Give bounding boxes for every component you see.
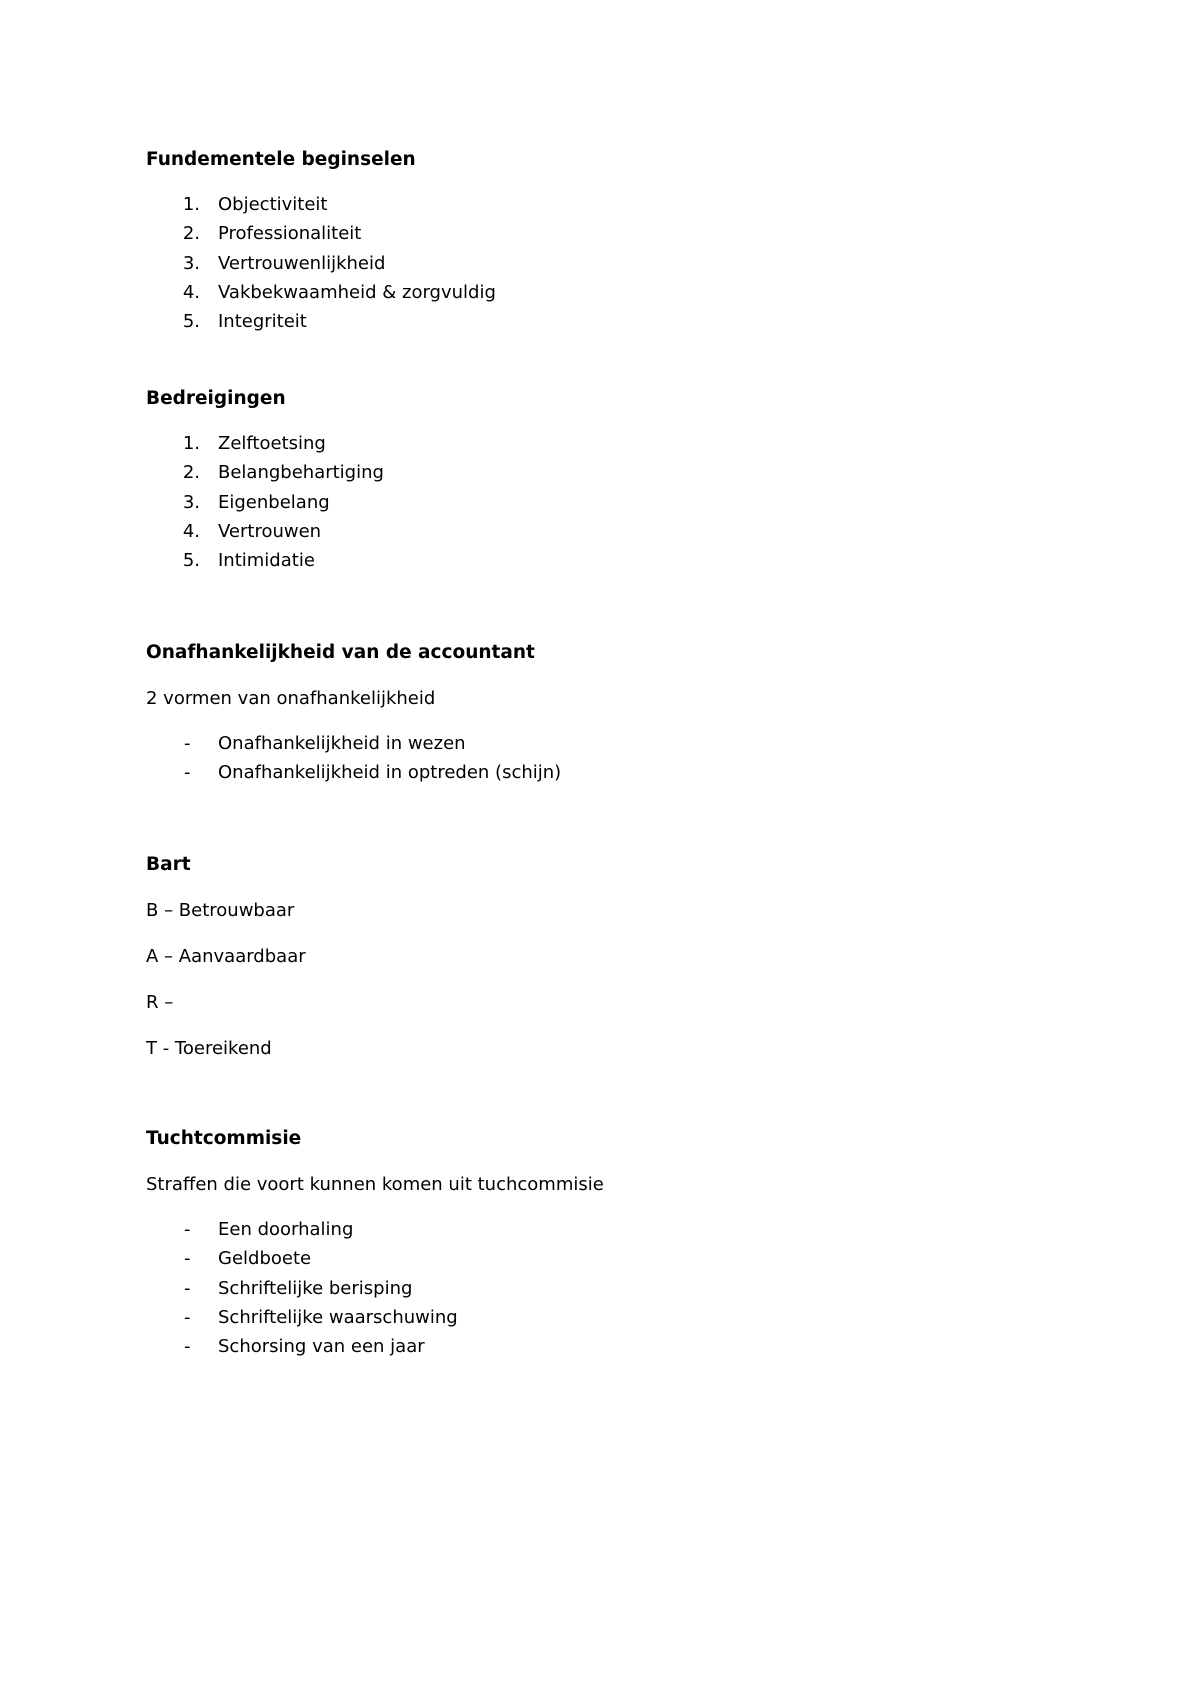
- list-item: [146, 517, 1126, 546]
- list-item: [146, 729, 1126, 758]
- list-item-text: Schriftelijke waarschuwing: [218, 1306, 458, 1328]
- section-tuchtcommisie: [146, 1126, 1126, 1361]
- list-item: [146, 249, 1126, 278]
- numbered-list: [146, 429, 1126, 575]
- list-marker: 5.: [182, 311, 200, 333]
- list-item: [146, 758, 1126, 787]
- list-item-text: Objectiviteit: [218, 194, 328, 215]
- list-item: [146, 546, 1126, 575]
- bullet-list: [146, 729, 1126, 788]
- list-item: [146, 1244, 1126, 1273]
- list-item-text: Eigenbelang: [218, 491, 330, 513]
- list-item-text: Vertrouwenlijkheid: [218, 252, 386, 274]
- list-item-text: Belangbehartiging: [218, 462, 384, 484]
- list-marker: 5.: [182, 550, 200, 572]
- intro-paragraph: Straffen die voort kunnen komen uit tuchcommisie: [146, 1174, 604, 1195]
- list-marker: 1.: [182, 433, 200, 454]
- list-marker: 3.: [182, 252, 200, 274]
- bart-line: R –: [146, 992, 174, 1013]
- section-heading: Fundementele beginselen: [146, 149, 416, 170]
- list-item-text: Onafhankelijkheid in optreden (schijn): [218, 762, 562, 784]
- list-item: [146, 1303, 1126, 1332]
- list-item: [146, 307, 1126, 336]
- list-item: [146, 458, 1126, 487]
- list-item: [146, 1215, 1126, 1244]
- dash-marker: -: [184, 1277, 191, 1299]
- list-item-text: Geldboete: [218, 1248, 312, 1270]
- list-item: [146, 1332, 1126, 1361]
- section-onafhankelijkheid: [146, 640, 1126, 788]
- bullet-list: [146, 1215, 1126, 1361]
- list-item-text: Zelftoetsing: [218, 433, 326, 454]
- numbered-list: [146, 190, 1126, 336]
- section-heading: Bedreigingen: [146, 388, 286, 409]
- list-item: [146, 190, 1126, 219]
- dash-marker: -: [184, 1219, 191, 1240]
- list-item-text: Integriteit: [218, 311, 307, 333]
- list-item: [146, 278, 1126, 307]
- section-heading: Onafhankelijkheid van de accountant: [146, 642, 535, 663]
- list-marker: 1.: [182, 194, 200, 215]
- section-heading: Tuchtcommisie: [146, 1128, 302, 1149]
- list-marker: 4.: [182, 281, 200, 303]
- section-heading: Bart: [146, 854, 191, 875]
- list-item-text: Intimidatie: [218, 550, 315, 572]
- bart-line: T - Toereikend: [146, 1038, 272, 1059]
- list-item-text: Een doorhaling: [218, 1219, 354, 1240]
- bart-line: A – Aanvaardbaar: [146, 946, 306, 967]
- list-marker: 2.: [182, 462, 200, 484]
- list-item: [146, 488, 1126, 517]
- section-bart: [146, 852, 1126, 1062]
- dash-marker: -: [184, 1336, 191, 1358]
- list-item-text: Professionaliteit: [218, 223, 362, 245]
- intro-paragraph: 2 vormen van onafhankelijkheid: [146, 688, 436, 709]
- list-item-text: Onafhankelijkheid in wezen: [218, 733, 466, 754]
- list-item-text: Schorsing van een jaar: [218, 1336, 425, 1358]
- section-fundementele-beginselen: [146, 147, 1126, 336]
- dash-marker: -: [184, 1248, 191, 1270]
- list-item: [146, 219, 1126, 248]
- list-item-text: Schriftelijke berisping: [218, 1277, 413, 1299]
- bart-line: B – Betrouwbaar: [146, 900, 295, 921]
- list-item: [146, 429, 1126, 458]
- list-item-text: Vertrouwen: [218, 520, 322, 542]
- list-item-text: Vakbekwaamheid & zorgvuldig: [218, 281, 496, 303]
- list-marker: 4.: [182, 520, 200, 542]
- list-item: [146, 1274, 1126, 1303]
- list-marker: 2.: [182, 223, 200, 245]
- dash-marker: -: [184, 1306, 191, 1328]
- section-bedreigingen: [146, 386, 1126, 575]
- dash-marker: -: [184, 762, 191, 784]
- dash-marker: -: [184, 733, 191, 754]
- list-marker: 3.: [182, 491, 200, 513]
